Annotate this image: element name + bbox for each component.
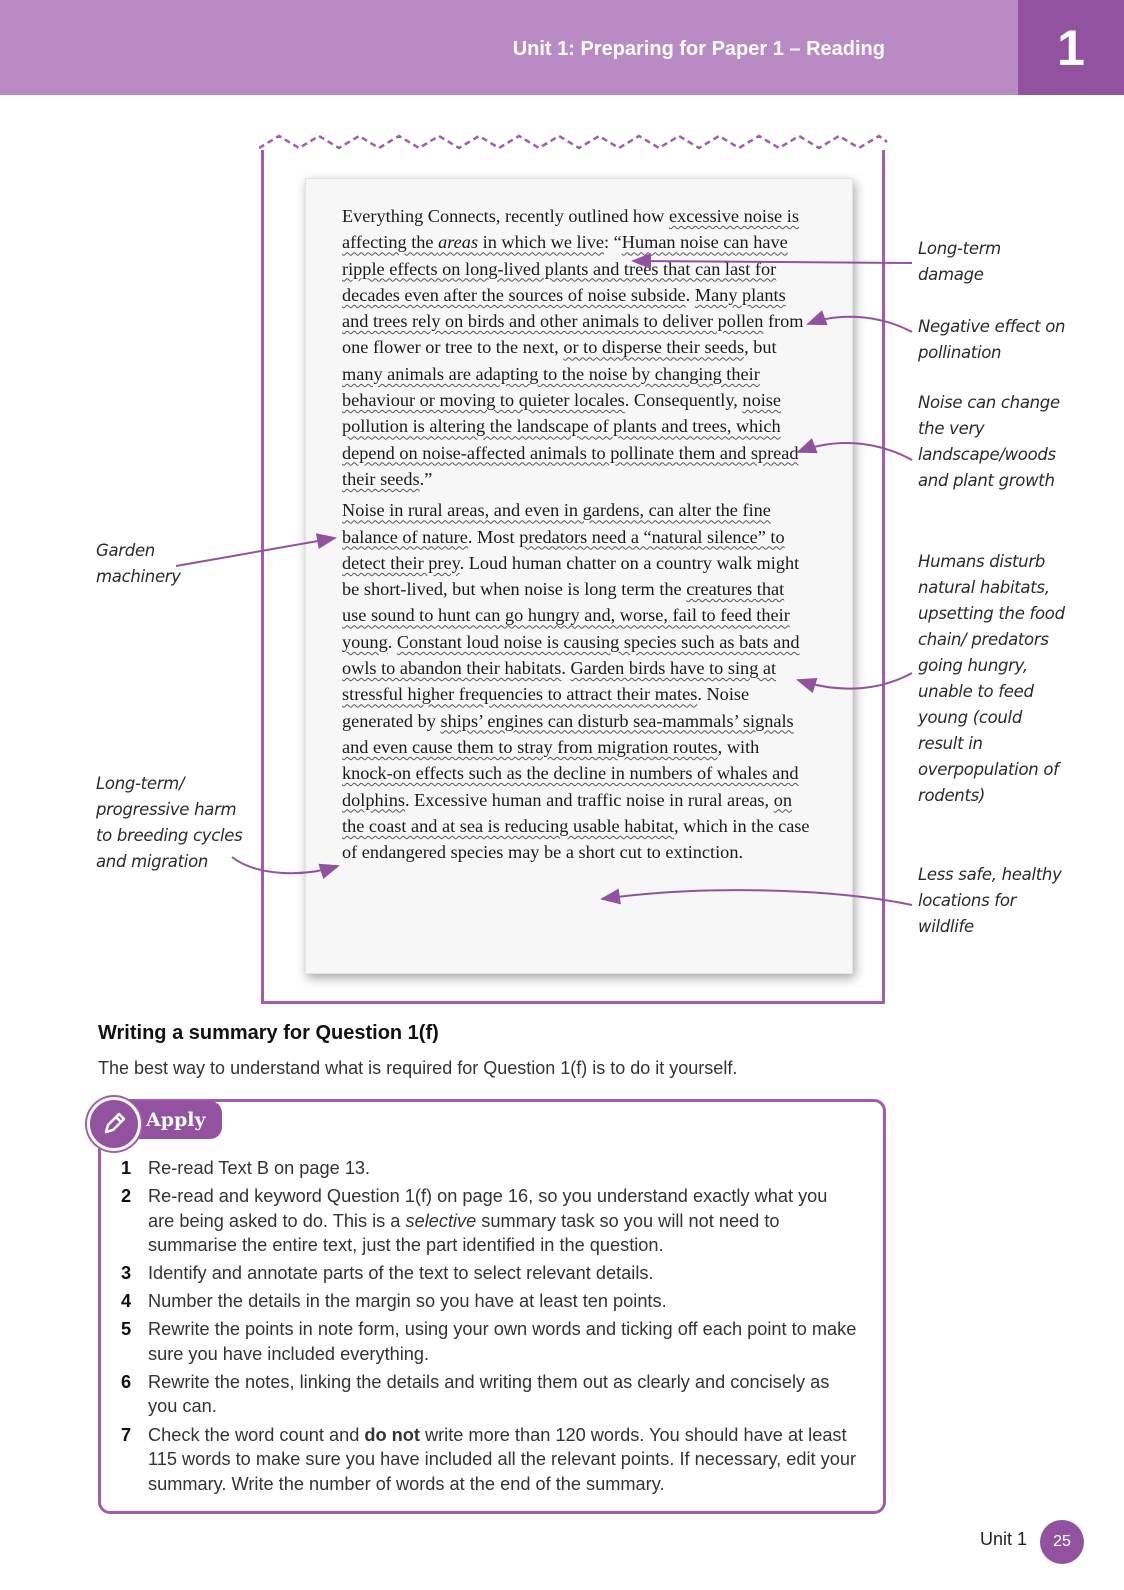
step-number: 3 bbox=[121, 1263, 132, 1284]
underlined-phrase: or to disperse their seeds bbox=[563, 337, 745, 358]
annotation-landscape: Noise can change the very landscape/woods and plant growth bbox=[918, 393, 1060, 490]
underlined-phrase: knock-on effects such as the decline in numbers of whales and dolphins bbox=[342, 763, 799, 810]
text-run: . bbox=[685, 284, 695, 305]
underlined-phrase: in which we live bbox=[478, 232, 604, 253]
arrow-less-safe bbox=[602, 890, 912, 905]
underlined-phrase: many animals are adapting to the noise by changing their behaviour or moving to quieter locales bbox=[342, 363, 760, 411]
text-run: .” bbox=[419, 468, 433, 489]
footer-unit-label: Unit 1 bbox=[980, 1529, 1028, 1549]
step-number: 6 bbox=[121, 1371, 132, 1392]
step-number: 7 bbox=[121, 1424, 132, 1445]
arrow-garden bbox=[176, 538, 335, 566]
apply-step bbox=[118, 1184, 858, 1258]
annotation-pollination: Negative effect on pollination bbox=[918, 317, 1066, 362]
step-number: 2 bbox=[121, 1186, 132, 1207]
step-text: Rewrite the points in note form, using your own words and ticking off each point to make sure you have included everything. bbox=[148, 1319, 857, 1364]
step-number: 1 bbox=[121, 1158, 132, 1178]
arrow-landscape bbox=[798, 443, 912, 460]
step-number: 5 bbox=[121, 1319, 132, 1340]
step-text: Identify and annotate parts of the text to select relevant details. bbox=[148, 1263, 654, 1284]
underlined-phrase: noise pollution is altering the landscape of plants and trees, which depend on noise-affected animals to pollinate them and spread their seeds bbox=[342, 390, 799, 489]
arrow-humans bbox=[798, 673, 912, 689]
apply-step bbox=[118, 1261, 858, 1286]
apply-label: Apply bbox=[130, 1101, 222, 1139]
apply-step bbox=[118, 1317, 858, 1366]
step-text: write more than 120 words. You should have at least 115 words to make sure you have included all the relevant points. If necessary, edit your summary. Write the number of words at the end of the summary. bbox=[148, 1424, 857, 1494]
summary-heading: Writing a summary for Question 1(f) bbox=[98, 1022, 439, 1044]
text-run: . Consequently, bbox=[624, 390, 743, 411]
underlined-phrase: areas bbox=[438, 232, 479, 253]
underlined-phrase: Noise in rural areas, and even in gardens, can alter the fine balance of nature bbox=[342, 500, 771, 547]
step-number: 4 bbox=[121, 1291, 132, 1312]
text-run: . Most bbox=[467, 526, 520, 547]
apply-step bbox=[118, 1370, 858, 1419]
pencil-icon bbox=[87, 1097, 141, 1151]
page-number: 25 bbox=[1040, 1520, 1084, 1564]
text-run: : “ bbox=[603, 232, 622, 253]
underlined-phrase: creatures that use sound to hunt can go hungry and, worse, fail to feed their young bbox=[342, 579, 790, 652]
text-run: . bbox=[387, 631, 397, 652]
step-text: Rewrite the notes, linking the details and writing them out as clearly and concisely as you can. bbox=[148, 1371, 830, 1417]
step-text: selective bbox=[405, 1210, 477, 1231]
annotation-garden-machinery: Garden machinery bbox=[96, 541, 181, 586]
underlined-phrase: Garden birds have to sing at stressful higher frequencies to attract their mates bbox=[342, 658, 777, 705]
arrow-pollination bbox=[808, 317, 912, 332]
text-run: Everything Connects, recently outlined how bbox=[342, 206, 669, 226]
step-text: Number the details in the margin so you have at least ten points. bbox=[148, 1291, 667, 1312]
apply-step bbox=[118, 1289, 858, 1314]
summary-intro: The best way to understand what is required for Question 1(f) is to do it yourself. bbox=[98, 1058, 738, 1078]
underlined-phrase: Constant loud noise is causing species such as bats and owls to abandon their habitats bbox=[342, 631, 800, 679]
text-run: . Loud human chatter on a country walk might be short-lived, but when noise is long term the bbox=[342, 552, 800, 600]
annotation-progressive-harm: Long-term/ progressive harm to breeding cycles and migration bbox=[96, 774, 243, 871]
underlined-phrase: excessive noise is affecting the bbox=[342, 206, 799, 253]
unit-number-badge: 1 bbox=[1018, 0, 1124, 95]
apply-steps-list bbox=[118, 1156, 858, 1500]
text-run: from one flower or tree to the next, bbox=[342, 311, 804, 358]
annotation-long-term-damage: Long-term damage bbox=[918, 239, 1001, 284]
step-text: summary task so you will not need to summarise the entire text, just the part identified in the question. bbox=[148, 1210, 780, 1256]
arrow-long-term-damage bbox=[633, 261, 912, 263]
underlined-phrase: predators need a “natural silence” to detect their prey bbox=[342, 526, 785, 573]
step-text: Check the word count and bbox=[148, 1424, 365, 1445]
text-run: , with bbox=[717, 736, 760, 757]
annotation-humans-disturb: Humans disturb natural habitats, upsetting the food chain/ predators going hungry, unable to feed young (could result in overpopulation of rodents) bbox=[918, 552, 1065, 805]
text-run: . Excessive human and traffic noise in rural areas, bbox=[404, 789, 774, 810]
apply-step bbox=[118, 1156, 858, 1181]
text-run: . Noise generated by bbox=[342, 684, 750, 731]
apply-step bbox=[118, 1423, 858, 1497]
underlined-phrase: ships’ engines can disturb sea-mammals’ signals and even cause them to stray from migration routes bbox=[342, 710, 794, 757]
unit-title: Unit 1: Preparing for Paper 1 – Reading bbox=[512, 38, 885, 60]
text-run: , which in the case of endangered species may be a short cut to extinction. bbox=[342, 815, 810, 863]
arrow-progressive bbox=[232, 857, 338, 873]
step-text: Re-read and keyword Question 1(f) on page 16, so you understand exactly what you are being asked to do. This is a bbox=[148, 1186, 828, 1231]
step-text: do not bbox=[364, 1424, 420, 1445]
text-run: . bbox=[561, 658, 571, 679]
underlined-phrase: Many plants and trees rely on birds and other animals to deliver pollen bbox=[342, 284, 786, 332]
underlined-phrase: on the coast and at sea is reducing usable habitat bbox=[342, 789, 792, 836]
step-text: Re-read Text B on page 13. bbox=[148, 1158, 371, 1178]
underlined-phrase: Human noise can have ripple effects on long-lived plants and trees that can last for decades even after the sources of noise subside bbox=[342, 232, 788, 305]
text-run: , but bbox=[744, 337, 777, 358]
annotation-less-safe: Less safe, healthy locations for wildlife bbox=[918, 865, 1062, 936]
